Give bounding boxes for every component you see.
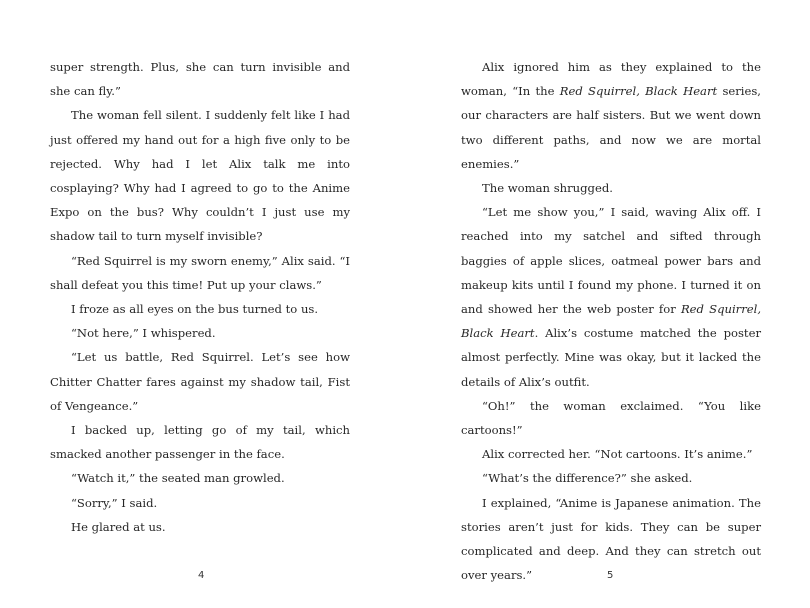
paragraph xyxy=(50,297,350,321)
book-title-italic: Red Squirrel, Black Heart xyxy=(461,302,762,341)
text-run: series, our characters are half sisters. But we went down two different paths, and now we are mortal enemies.” xyxy=(461,84,761,171)
paragraph xyxy=(50,418,350,466)
paragraph xyxy=(461,442,761,466)
text-run: The woman fell silent. I suddenly felt like I had just offered my hand out for a high five only to be rejected. Why had I let Alix talk me into cosplaying? Why had I agreed to go to the Anime Expo on the bus? Why couldn’t I just use my shadow tail to turn myself invisible? xyxy=(50,108,350,244)
paragraph xyxy=(50,103,350,248)
text-run: “Sorry,” I said. xyxy=(71,495,158,510)
page-number-left: 4 xyxy=(198,570,205,581)
paragraph xyxy=(461,176,761,200)
book-title-italic: Red Squirrel, Black Heart xyxy=(559,84,718,99)
text-run: “Let me show you,” I said, waving Alix off. I reached into my satchel and sifted through baggies of apple slices, oatmeal power bars and makeup kits until I found my phone. I turned it on and showed her the web poster for xyxy=(461,205,761,317)
paragraph xyxy=(461,55,761,176)
text-run: “Watch it,” the seated man growled. xyxy=(71,471,285,486)
text-run: He glared at us. xyxy=(71,519,166,534)
text-run: I backed up, letting go of my tail, which smacked another passenger in the face. xyxy=(50,423,350,462)
text-run: “Oh!” the woman exclaimed. “You like cartoons!” xyxy=(461,398,761,438)
text-run: “Red Squirrel is my sworn enemy,” Alix said. “I shall defeat you this time! Put up your claws.” xyxy=(50,253,350,292)
left-page xyxy=(50,55,350,539)
paragraph xyxy=(50,491,350,515)
paragraph xyxy=(50,515,350,539)
paragraph xyxy=(50,345,350,418)
paragraph xyxy=(461,394,761,442)
text-run: “Let us battle, Red Squirrel. Let’s see how Chitter Chatter fares against my shadow tail, Fist of Vengeance.” xyxy=(50,350,350,413)
paragraph xyxy=(461,200,761,394)
text-run: The woman shrugged. xyxy=(482,181,613,196)
right-page xyxy=(461,55,761,587)
text-run: Alix corrected her. “Not cartoons. It’s anime.” xyxy=(482,447,753,462)
paragraph xyxy=(50,55,350,103)
text-run: “Not here,” I whispered. xyxy=(71,326,216,341)
paragraph xyxy=(461,466,761,490)
text-run: super strength. Plus, she can turn invisible and she can fly.” xyxy=(50,60,350,99)
text-run: . Alix’s costume matched the poster almost perfectly. Mine was okay, but it lacked the details of Alix’s outfit. xyxy=(461,326,761,389)
paragraph xyxy=(50,321,350,345)
page-number-right: 5 xyxy=(607,570,614,581)
paragraph xyxy=(50,249,350,297)
text-run: “What’s the difference?” she asked. xyxy=(482,471,693,486)
text-run: I froze as all eyes on the bus turned to us. xyxy=(71,302,319,317)
text-run: Alix ignored him as they explained to the woman, “In the xyxy=(461,60,761,99)
paragraph xyxy=(50,466,350,490)
text-run: I explained, “Anime is Japanese animation. The stories aren’t just for kids. They can be super complicated and deep. And they can stretch out over years.” xyxy=(461,495,761,583)
